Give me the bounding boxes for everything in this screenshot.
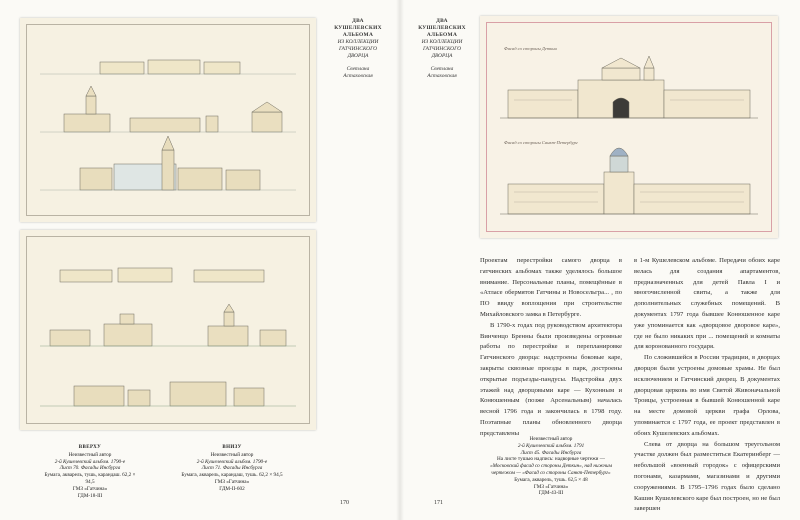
series-title-line: КУШЕЛЕВСКИХ bbox=[334, 25, 382, 31]
text-column-2 bbox=[634, 256, 780, 515]
page-number-right: 171 bbox=[434, 500, 443, 506]
caption-label: ВВЕРХУ bbox=[78, 445, 102, 450]
series-title-line: ДВОРЦА bbox=[431, 53, 453, 59]
caption-top-plate: ВВЕРХУ Неизвестный автор 2-й Кушелевский альбом. 1790-е Лист 70. Фасады Инсбурга Бумага, акварель, тушь, карандаш. 62,2 × 94,5 ГМЗ «Гатчина» ГДМ-18-III bbox=[44, 445, 136, 499]
paragraph: Слева от дворца на большом треугольном участке должен был разместиться Екатеринберг — небольшой «военный городок» с офицерскими погонами, казармами, магазинами и другими сооружениями. В 1795–1796 годах было сделано Кашин Кушелевского каре был построен, но не был завершен bbox=[634, 440, 780, 513]
right-page bbox=[400, 0, 800, 520]
page-number-left: 170 bbox=[340, 500, 349, 506]
caption-bottom-plate: ВНИЗУ Неизвестный автор 2-й Кушелевский альбом. 1790-е Лист 71. Фасады Инсбурга Бумага, акварель, карандаш, тушь. 62,2 × 94,5 ГМЗ «Гатчина» ГДМ-II-602 bbox=[181, 445, 283, 492]
plate-left-bottom bbox=[20, 230, 316, 430]
caption-label: ВНИЗУ bbox=[222, 445, 242, 450]
paragraph: В 1790-х годах под руководством архитектора Винченцо Бренны были произведены огромные работы по перестройке и перепланировке Гатчинского дворца: надстроены боковые каре, закрыты сквозные проезды в парк, достроены открытые подъезды-пандусы. Надстройка двух этажей над дворцовыми каре — Кухонным и Конюшенным (позже Арсенальным) началась весной 1796 года и закончилась в 1798 году. Поэтапные планы обновленного дворца представлены bbox=[480, 321, 622, 437]
facade-drawings-top bbox=[20, 18, 316, 222]
facade-drawings-right bbox=[480, 16, 778, 238]
series-title-line: АЛЬБОМА bbox=[426, 32, 458, 38]
caption-right-plate: Неизвестный автор 2-й Кушелевский альбом. 1791 Лист 45. Фасады Инсбурга На листе тушью надпись: надворные чертежи — «Московский фасад со стороны Деткин», над нижним чертежом — «Фасад со стороны Санкт-Петербург» Бумага, акварель, тушь. 62,5 × 48 ГМЗ «Гатчина» ГДМ-43-III bbox=[490, 436, 612, 497]
series-header-left bbox=[326, 18, 390, 80]
plate-label-bottom: Фасад со стороны Санкт-Петербург bbox=[504, 140, 578, 145]
text-column-1 bbox=[480, 256, 622, 440]
series-title-line: ДВОРЦА bbox=[347, 53, 369, 59]
facade-drawings-bottom bbox=[20, 230, 316, 430]
series-title-line: ГАТЧИНСКОГО bbox=[423, 46, 461, 52]
book-gutter bbox=[396, 0, 404, 520]
series-header-right bbox=[410, 18, 474, 80]
series-title-line: ДВА bbox=[436, 18, 448, 24]
series-author: Светлана Астаховская bbox=[343, 66, 373, 79]
plate-right bbox=[480, 16, 778, 238]
paragraph: в 1-м Кушелевском альбоме. Передачи обоих каре велась для создания апартаментов, предназначенных для детей Павла I и многочисленной свиты, а также для дополнительных служебных помещений. В документах 1797 года бывшее Конюшенное каре уже упоминается как «дворцовое дворовое каре», где не было никаких при ... помещений и комнаты для коронованного государя. bbox=[634, 257, 780, 351]
series-title-line: ИЗ КОЛЛЕКЦИИ bbox=[421, 39, 463, 45]
plate-label-top: Фасад со стороны Деткин bbox=[504, 46, 557, 51]
series-title-line: АЛЬБОМА bbox=[342, 32, 374, 38]
series-title-line: ДВА bbox=[352, 18, 364, 24]
series-title-line: КУШЕЛЕВСКИХ bbox=[418, 25, 466, 31]
series-title-line: ГАТЧИНСКОГО bbox=[339, 46, 377, 52]
plate-left-top bbox=[20, 18, 316, 222]
paragraph: По сложившейся в России традиции, в дворцах дворцов были устроены домовые храмы. Не был исключением и Гатчинский дворец. В документах дворцовая церковь во имя Святой Живоначальной Троицы, устроенная в бывшей Конюшенной каре на месте домовой церкви графа Орлова, упоминается с 1797 года, ее проект представлен в обоих Кушелевских альбомах. bbox=[634, 354, 780, 437]
series-author: Светлана Астаховская bbox=[427, 66, 457, 79]
paragraph: Проектам перестройки самого дворца в гатчинских альбомах также уделялось большое внимание. Персональные планы, помещённые в «Атласе обермятов Гатчины и Новосельгра... , по ПО ввиду воплощения при строительстве Михайловского замка в Петербурге. bbox=[480, 257, 622, 318]
series-title-line: ИЗ КОЛЛЕКЦИИ bbox=[337, 39, 379, 45]
